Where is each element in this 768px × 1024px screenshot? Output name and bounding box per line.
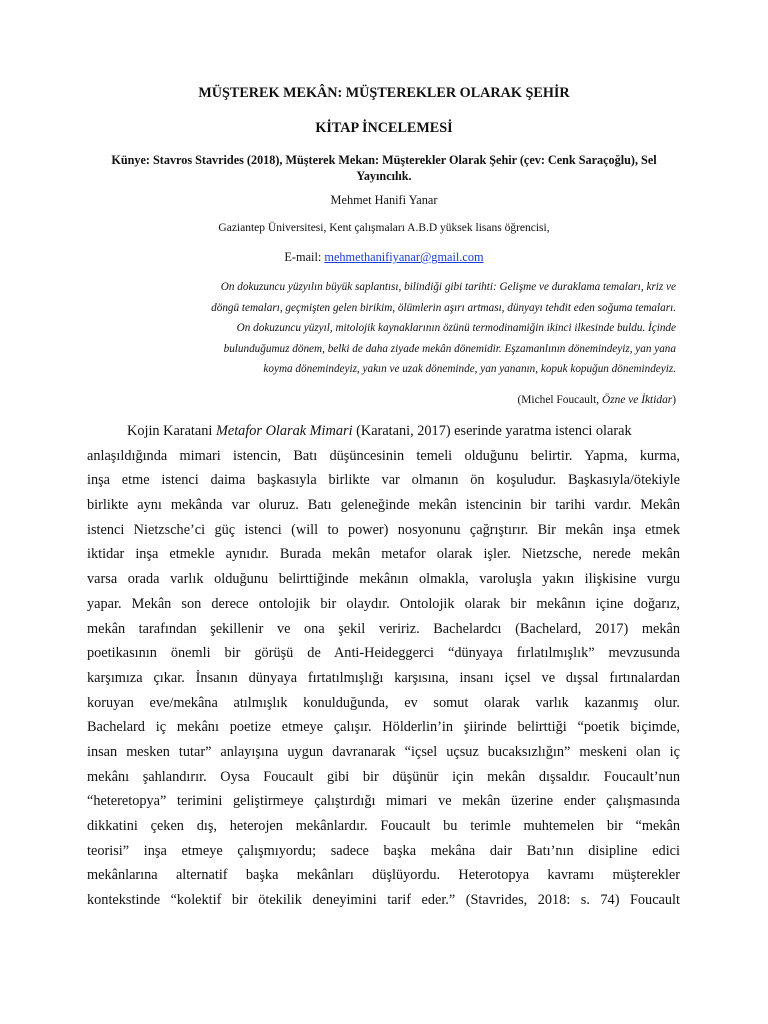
- body-paragraph: [87, 419, 680, 913]
- body-text-segment: Kojin Karatani: [127, 423, 216, 439]
- author-affiliation: Gaziantep Üniversitesi, Kent çalışmaları A.B.D yüksek lisans öğrencisi,: [218, 222, 550, 234]
- body-line: dikkatini çeken dış, heterojen mekânlardır. Foucault bu terimle muhtemelen bir “mekân: [87, 818, 680, 834]
- body-line: mekân tarafından şekillenir ve ona şekil veririz. Bachelardcı (Bachelard, 2017) mekân: [87, 620, 680, 637]
- body-line: varsa orada varlık olduğunu belirttiğinde mekânın olmakla, varoluşla yakın ilişkisine vurgu: [87, 571, 680, 588]
- body-line: inşa etme istenci daima başkasıyla birlikte var olmanın ön koşuludur. Başkasıyla/ötekiyle: [87, 472, 680, 489]
- email-label: E-mail:: [284, 250, 325, 264]
- body-line: koruyan eve/mekâna atılmışlık konulduğunda, ev somut olarak varlık kazanmış olur.: [87, 694, 680, 711]
- email-link[interactable]: mehmethanifiyanar@gmail.com: [324, 250, 484, 264]
- epigraph-line: döngü temaları, geçmişten gelen birikim, ölümlerin aşırı artması, dünyayı tehdit eden soğuma temaları.: [211, 301, 676, 314]
- body-line: Bachelard iç mekânı poetize etmeye çalışır. Hölderlin’in şiirinde belirttiği “poetik biçimde,: [87, 719, 680, 736]
- epigraph-source-title: Özne ve İktidar: [601, 394, 673, 406]
- body-line: mekânlarına alternatif başka mekânları düşlüyordu. Heterotopya kavramı müşterekler: [87, 867, 680, 884]
- document-subtitle: KİTAP İNCELEMESİ: [315, 120, 453, 136]
- body-line: iktidar inşa etmekle aynıdır. Burada mekân metafor olarak işler. Nietzsche, nerede mekân: [87, 546, 680, 563]
- body-line: istenci Nietzsche’ci güç istenci (will to power) nosyonunu çağrıştırır. Bir mekân inşa etmek: [87, 521, 680, 538]
- epigraph-line: On dokuzuncu yüzyılın büyük saplantısı, bilindiği gibi tarihti: Gelişme ve duraklama temaları, kriz ve: [220, 281, 676, 293]
- body-line: poetikasının önemli bir görüşü de Anti-Heideggerci “dünyaya fırlatılmışlık” mevzusunda: [87, 645, 680, 662]
- body-text-segment: (Karatani, 2017) eserinde yaratma istenci olarak: [352, 423, 632, 439]
- body-line: anlaşıldığında mimari istencin, Batı düşüncesinin temeli olduğunu belirtir. Yapma, kurma,: [87, 447, 680, 464]
- epigraph-line: On dokuzuncu yüzyıl, mitolojik kaynaklarının özünü termodinamiğin ikinci ilkesinde buldu. İçinde: [236, 322, 676, 335]
- book-citation: [80, 152, 688, 184]
- body-line: “heteretopya” terimini geliştirmeye çalıştırdığı mimari ve mekân üzerine ender çalışmasında: [87, 793, 680, 810]
- author-name: Mehmet Hanifi Yanar: [330, 193, 438, 207]
- body-line: yapar. Mekân son derece ontolojik bir olaydır. Ontolojik olarak bir mekânın içine doğarız,: [87, 595, 680, 612]
- cited-book-title: Metafor Olarak Mimari: [215, 423, 353, 439]
- epigraph-source-prefix: (Michel Foucault,: [517, 394, 602, 406]
- body-line: [87, 419, 680, 444]
- epigraph: [128, 277, 676, 380]
- body-line: insan mesken tutar” anlayışına uygun davranarak “içsel uçsuz bucaksızlığın” meskeni olan iç: [87, 743, 680, 760]
- body-line: mekânı şahlandırır. Oysa Foucault gibi bir düşünür için mekân dışsaldır. Foucault’nun: [87, 768, 680, 785]
- citation-line: Künye: Stavros Stavrides (2018), Müşterek Mekan: Müşterekler Olarak Şehir (çev: Cenk Saraçoğlu), Sel: [111, 153, 657, 167]
- body-line: kontekstinde “kolektif bir ötekilik deneyimini tarif eder.” (Stavrides, 2018: s. 74) Foucault: [87, 892, 680, 909]
- epigraph-line: koyma dönemindeyiz, yakın ve uzak döneminde, yan yananın, kopuk kopuğun dönemindeyiz.: [263, 363, 676, 376]
- body-line: karşımıza çıkar. İnsanın dünyaya fırtatılmışlığı karşısına, insanı içsel ve dışsal fırtınalardan: [87, 669, 680, 686]
- epigraph-source-suffix: ): [672, 394, 676, 406]
- body-line: teorisi” inşa etmeye çalışmıyordu; sadece başka mekâna dair Batı’nın disipline edici: [87, 842, 680, 859]
- document-title: MÜŞTEREK MEKÂN: MÜŞTEREKLER OLARAK ŞEHİR: [198, 85, 570, 101]
- body-line: birlikte aynı mekânda var oluruz. Batı geleneğinde mekân istencinin bir tarihi vardır. Mekân: [87, 497, 680, 514]
- citation-line: Yayıncılık.: [356, 169, 412, 183]
- epigraph-line: bulunduğumuz dönem, belki de daha ziyade mekân dönemidir. Eşzamanlının dönemindeyiz, yan yana: [223, 342, 676, 355]
- epigraph-source: [518, 394, 676, 406]
- author-email: [0, 250, 768, 265]
